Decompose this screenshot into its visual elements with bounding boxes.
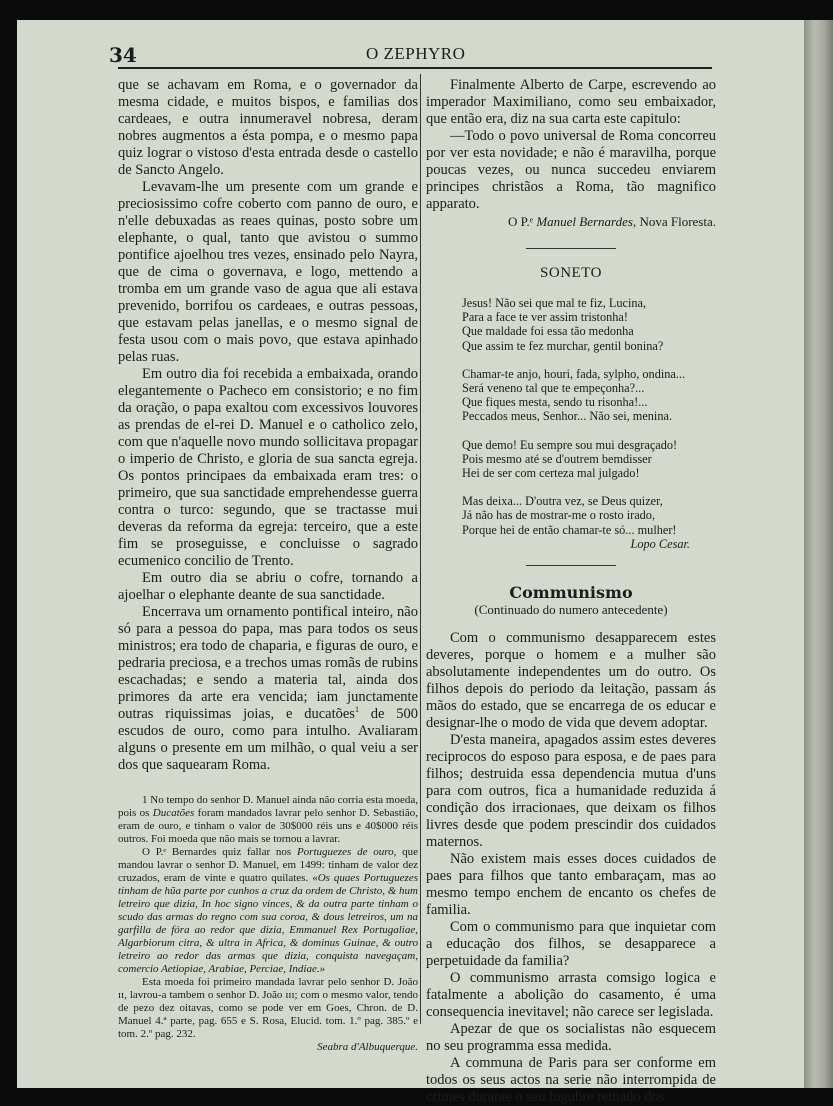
sonnet-line: Será veneno tal que te empeçonha?...	[462, 381, 645, 396]
sonnet-line: Chamar-te anjo, houri, fada, sylpho, ondina...	[462, 366, 686, 381]
communismo-paragraph-3: Não existem mais esses doces cuidados de paes para filhos que tanto embaraçam, mas ao mesmo tempo enchem de encanto os chefes de familia.	[426, 851, 716, 919]
communismo-title: Communismo	[509, 583, 633, 603]
attribution-prefix: O P.ᵉ	[508, 214, 537, 229]
communismo-paragraph-6: Apezar de que os socialistas não esquecem no seu programma essa medida.	[426, 1021, 716, 1055]
footnote-text: »	[319, 963, 326, 975]
footnote-text: O P.ᵉ Bernardes quiz fallar nos	[142, 846, 297, 858]
page-number: 34	[109, 43, 137, 67]
communismo-body	[426, 630, 716, 1106]
footnote-text: , que mandou lavrar o senhor D. Manuel, em 1499: tinham de valor dez cruzados, eram de vinte e quatro quilates. «	[118, 846, 418, 884]
sonnet-stanza-4	[462, 494, 716, 537]
section-separator	[526, 248, 616, 249]
sonnet-line: Peccados meus, Senhor... Não sei, menina.	[462, 409, 673, 424]
sonnet-line: Que fiques mesta, sendo tu risonha!...	[462, 395, 648, 410]
left-paragraph-5	[118, 604, 418, 774]
footnote-paragraph-1	[118, 794, 418, 846]
right-column	[426, 77, 716, 1106]
sonnet-line: Mas deixa... D'outra vez, se Deus quizer,	[462, 494, 663, 509]
header-rule	[118, 67, 712, 69]
left-paragraph-5-text-b: de 500 escudos de ouro, como para intulho. Avaliaram alguns o presente em um milhão, o qual veiu a ser dos que saquearam Roma.	[118, 706, 419, 773]
sonnet-body	[462, 296, 716, 551]
sonnet-title: SONETO	[540, 265, 602, 281]
footnote-signature: Seabra d'Albuquerque.	[317, 1041, 418, 1053]
communismo-paragraph-7: A communa de Paris para ser conforme em todos os seus actos na serie não interrompida de crimes durante o seu lugubre reinado dos	[426, 1055, 716, 1106]
sonnet-line: Jesus! Não sei que mal te fiz, Lucina,	[462, 296, 647, 310]
book-spine	[804, 20, 833, 1088]
left-paragraph-4: Em outro dia se abriu o cofre, tornando a ajoelhar o elephante deante de sua sanctidade.	[118, 570, 418, 603]
footnote-italic-quote: Os quaes Portuguezes tinham de hũa parte por cunhos a cruz da ordem de Christo, & hum letreiro que dizia, In hoc signo vinces, & da outra parte tinham o scudo das armas do regno com sua coroa, & dous letreiros, um na garfilla de fóra ao redor que dizia, Emmanuel Rex Portugaliae, Algarbiorum citra, & ultra in Africa, & dominus Guinae, & outro letreiro ao redor das armas que dizia, conquista navegaçam, comercio Aetiopiae, Arabiae, Perciae, Indiae.	[118, 872, 418, 975]
left-paragraph-5-text-a: Encerrava um ornamento pontifical inteiro, não só para a pessoa do papa, mas para todos os seus ministros; era todo de chaparia, e figuras de ouro, e pedraria preciosa, e a trechos umas romãs de rubins escachadas; e sendo a materia tal, ainda dos primores da arte era vencida; iam junctamente outras riquissimas joias, e ducatões	[118, 604, 418, 722]
left-column	[118, 77, 418, 1054]
attribution-author: Manuel Bernardes	[536, 214, 633, 229]
page-header-title: O ZEPHYRO	[366, 44, 466, 63]
footnote-marker: 1	[354, 705, 359, 715]
sonnet-line: Porque hei de então chamar-te só... mulher!	[462, 522, 677, 537]
sonnet-stanza-2	[462, 367, 716, 424]
right-paragraph-1: Finalmente Alberto de Carpe, escrevendo ao imperador Maximiliano, como seu embaixador, que então era, diz na sua carta este capitulo:	[426, 77, 716, 127]
footnote-italic-term: Ducatões	[152, 807, 195, 819]
sonnet-stanza-3	[462, 438, 716, 481]
footnote	[118, 794, 418, 1054]
sonnet-line: Já não has de mostrar-me o rosto irado,	[462, 508, 656, 523]
footnote-italic-term: Portuguezes de ouro	[296, 846, 394, 858]
left-paragraph-2: Levavam-lhe um presente com um grande e preciosissimo cofre coberto com panno de ouro, e n'elle debuxadas as reaes quinas, posto sobre um elephante, o qual, tanto que avistou o summo pontifice ajoelhou tres vezes, ensinado pelo Nayra, que de cima o governava, e logo, mettendo a tromba em um grande vaso de agua que ali estava prevenido, borrifou os cardeaes, e outras pessoas, que estavam pelas janellas, e o mesmo signal de festa usou com o mais povo, que estava apinhado pelas ruas.	[118, 179, 418, 365]
footnote-text: No tempo do senhor D. Manuel ainda não corria esta moeda, pois os	[118, 794, 418, 819]
communismo-paragraph-2: D'esta maneira, apagados assim estes deveres reciprocos do esposo para esposa, e de paes para filhos; destruida essa dependencia mutua d'uns para com outros, fica a humanidade reduzida á condição dos irracionaes, que deixam os filhos livres desde que podem prescindir dos cuidados maternos.	[426, 732, 716, 851]
communismo-paragraph-4: Com o communismo para que inquietar com a educação dos filhos, se desapparece a perpetuidade da familia?	[426, 919, 716, 970]
footnote-paragraph-3: Esta moeda foi primeiro mandada lavrar pelo senhor D. João ɪɪ, lavrou-a tambem o senhor D. João ɪɪɪ; com o mesmo valor, tendo de pezo dez oitavas, como se pode ver em Goes, Chron. de D. Manuel 4.ª parte, pag. 655 e S. Rosa, Elucid. tom. 1.º pag. 385.º e tom. 2.º pag. 232.	[118, 976, 418, 1040]
sonnet-author: Lopo Cesar.	[630, 536, 690, 551]
attribution-work: , Nova Floresta.	[632, 214, 716, 229]
section-separator	[526, 565, 616, 566]
communismo-paragraph-5: O communismo arrasta comsigo logica e fatalmente a abolição do casamento, é uma consequencia inevitavel; não carece ser legislada.	[426, 970, 716, 1021]
sonnet-stanza-1	[462, 296, 716, 353]
sonnet-line: Para a face te ver assim tristonha!	[462, 310, 628, 325]
footnote-paragraph-2	[118, 846, 418, 976]
communismo-paragraph-1: Com o communismo desapparecem estes deveres, porque o homem e a mulher são absolutamente independentes um do outro. Os filhos depois do periodo da leitação, passam ás mãos do estado, que se encarrega de os educar e designar-lhe o modo de vida que devem adoptar.	[426, 630, 716, 732]
sonnet-line: Hei de ser com certeza mal julgado!	[462, 466, 640, 481]
right-paragraph-2: —Todo o povo universal de Roma concorreu por ver esta novidade; e não é maravilha, porque poucas vezes, ou nunca succedeu enviarem principes christãos a Roma, tão magnifico apparato.	[426, 128, 716, 212]
footnote-text: foram mandados lavrar pelo senhor D. Sebastião, eram de ouro, e tinham o valor de 30$000 réis uns e 40$000 réis outros. Foi moeda que não mais se tornou a lavrar.	[118, 807, 418, 845]
sonnet-line: Que demo! Eu sempre sou mui desgraçado!	[462, 437, 678, 452]
left-paragraph-1: que se achavam em Roma, e o governador da mesma cidade, e muitos bispos, e familias dos cardeaes, e outra innumeravel nobresa, deram nobres augmentos a ésta pompa, e o mesmo papa quiz lograr o vistoso d'esta entrada desde o castello de Sancto Angelo.	[118, 77, 418, 178]
column-divider	[420, 74, 421, 1024]
sonnet-line: Que maldade foi essa tão medonha	[462, 324, 634, 339]
communismo-subtitle: (Continuado do numero antecedente)	[474, 602, 668, 618]
left-paragraph-3: Em outro dia foi recebida a embaixada, orando elegantemente o Pacheco em consistorio; e no fim da oração, o papa exaltou com excessivos louvores as prendas de el-rei D. Manuel e o catholico zelo, com que n'aquelle novo mundo sollicitava propagar o imperio de Christo, e gloria de sua sancta egreja. Os pontos principaes da embaixada eram tres: o primeiro, que sua sanctidade emprehendesse guerra contra o turco: segundo, que se tractasse mui deveras da reforma da egreja: terceiro, que a este fim se proseguisse, e concluisse o sagrado ecumenico concilio de Trento.	[118, 366, 418, 569]
sonnet-line: Pois mesmo até se d'outrem bemdisser	[462, 451, 652, 466]
footnote-number: 1	[142, 794, 148, 806]
sonnet-line: Que assim te fez murchar, gentil bonina?	[462, 338, 664, 353]
bernardes-attribution	[426, 213, 716, 230]
